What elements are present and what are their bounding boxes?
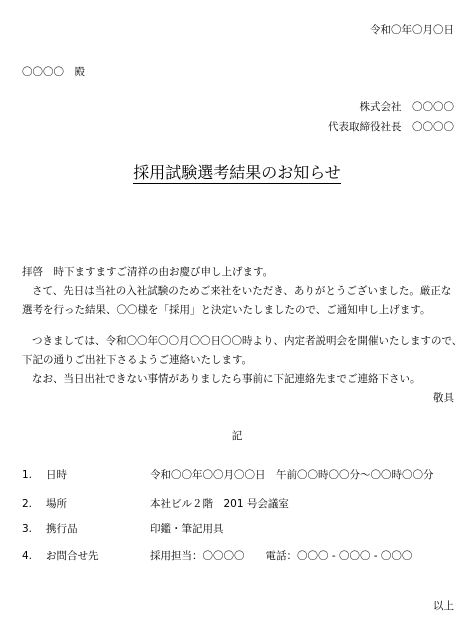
ki-heading: 記	[231, 430, 243, 442]
paragraph-2-line-2: 下記の通りご出社下さるようご連絡いたします。	[22, 354, 253, 366]
ending-ijo: 以上	[433, 600, 454, 612]
paragraph-1-line-1: さて、先日は当社の入社試験のためご来社をいただき、ありがとうございました。厳正な	[32, 285, 452, 297]
recipient-name: 〇〇〇〇 殿	[22, 66, 85, 78]
item-value: 採用担当：〇〇〇〇 電話：〇〇〇 - 〇〇〇 - 〇〇〇	[150, 550, 413, 562]
sender-company: 株式会社 〇〇〇〇	[359, 101, 454, 113]
document-title: 採用試験選考結果のお知らせ	[133, 163, 341, 182]
opening-greeting: 拝啓 時下ますますご清祥の由お慶び申し上げます。	[22, 266, 274, 278]
item-number: 4.	[22, 550, 33, 562]
item-number: 1.	[22, 469, 33, 481]
item-number: 2.	[22, 498, 33, 510]
item-value: 本社ビル２階 201 号会議室	[150, 498, 289, 510]
item-label: 日時	[46, 469, 67, 481]
paragraph-1-line-2: 選考を行った結果、〇〇様を「採用」と決定いたしましたので、ご通知申し上げます。	[22, 304, 431, 316]
sender-representative: 代表取締役社長 〇〇〇〇	[328, 121, 454, 133]
paragraph-2-line-1: つきましては、令和〇〇年〇〇月〇〇日〇〇時より、内定者説明会を開催いたしますので、	[32, 335, 463, 347]
closing-keigu: 敬具	[433, 392, 454, 404]
document-date: 令和〇年〇月〇日	[370, 24, 454, 36]
item-number: 3.	[22, 523, 33, 535]
item-label: 場所	[46, 498, 67, 510]
item-label: お問合せ先	[46, 550, 99, 562]
paragraph-3-line-1: なお、当日出社できない事情がありましたら事前に下記連絡先までご連絡下さい。	[32, 373, 421, 385]
item-value: 令和〇〇年〇〇月〇〇日 午前〇〇時〇〇分～〇〇時〇〇分	[150, 469, 434, 481]
item-label: 携行品	[46, 523, 78, 535]
item-value: 印鑑・筆記用具	[150, 523, 224, 535]
